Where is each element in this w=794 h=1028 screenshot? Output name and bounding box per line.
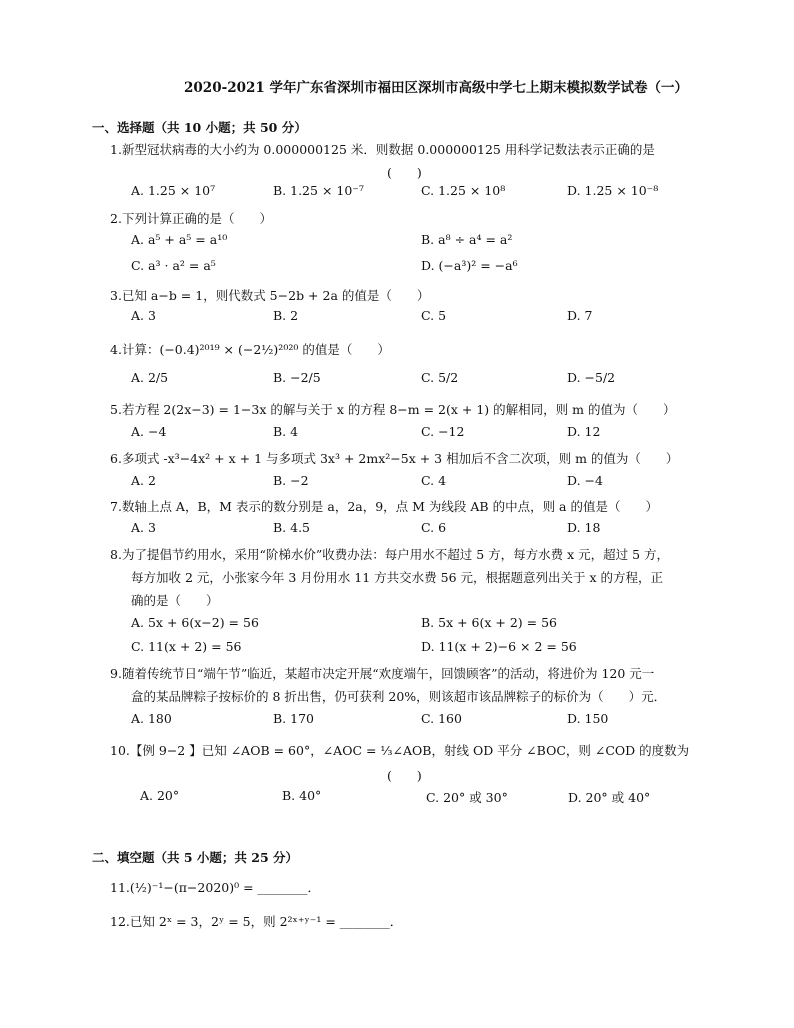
question-1 [110,140,710,160]
option-c[interactable]: C. 1.25 × 10⁸ [421,183,506,198]
question-text: 新型冠状病毒的大小约为 0.000000125 米．则数据 0.000000125 用科学记数法表示正确的是 [121,142,655,157]
option-a[interactable]: A. 3 [131,308,156,323]
option-d[interactable]: D. −5/2 [567,370,616,385]
question-number: 6. [110,451,122,466]
option-b[interactable]: B. 170 [273,711,314,726]
option-b[interactable]: B. 1.25 × 10⁻⁷ [273,183,364,198]
question-number: 2. [110,211,122,226]
question-8-line-3: 确的是（ ） [131,593,219,608]
option-b[interactable]: B. 4 [273,424,299,439]
option-c[interactable]: C. −12 [421,424,465,439]
question-7 [110,497,710,517]
option-c[interactable]: C. 6 [421,520,447,535]
question-number: 1. [110,142,122,157]
question-number: 4. [110,342,122,357]
option-b[interactable]: B. a⁸ ÷ a⁴ = a² [421,232,513,247]
question-text: 多项式 -x³−4x² + x + 1 与多项式 3x³ + 2mx²−5x + 3 相加后不含二次项，则 m 的值为（ ） [121,451,679,466]
question-text: 已知 2ˣ = 3，2ʸ = 5，则 2²ˣ⁺ʸ⁻¹ = ________． [129,914,403,929]
question-number: 12. [110,914,130,929]
question-text: 已知 a−b = 1，则代数式 5−2b + 2a 的值是（ ） [121,288,430,303]
question-3 [110,286,710,306]
option-a[interactable]: A. 180 [131,711,172,726]
option-b[interactable]: B. −2 [273,473,309,488]
option-a[interactable]: A. a⁵ + a⁵ = a¹⁰ [131,232,228,247]
option-a[interactable]: A. 2 [131,473,156,488]
option-a[interactable]: A. 20° [140,788,180,803]
question-4 [110,340,710,360]
question-text: 若方程 2(2x−3) = 1−3x 的解与关于 x 的方程 8−m = 2(x + 1) 的解相同，则 m 的值为（ ） [121,402,676,417]
option-d[interactable]: D. 18 [567,520,601,535]
question-2 [110,209,710,229]
question-number: 11. [110,880,130,895]
option-c[interactable]: C. 20° 或 30° [426,790,508,805]
question-text-line-1: 为了提倡节约用水，采用“阶梯水价”收费办法：每户用水不超过 5 方，每方水费 x 元，超过 5 方， [121,547,670,562]
option-a[interactable]: A. −4 [131,424,167,439]
question-text: 下列计算正确的是（ ） [121,211,272,226]
question-number: 5. [110,402,122,417]
question-12 [110,912,710,932]
page-title: 2020-2021 学年广东省深圳市福田区深圳市高级中学七上期末模拟数学试卷（一） [184,80,688,96]
option-d[interactable]: D. 12 [567,424,601,439]
question-text: 数轴上点 A，B，M 表示的数分别是 a，2a，9，点 M 为线段 AB 的中点，则 a 的值是（ ） [121,499,658,514]
option-c[interactable]: C. 4 [421,473,447,488]
option-d[interactable]: D. (−a³)² = −a⁶ [421,258,518,273]
question-text: 【例 9−2 】已知 ∠AOB = 60°，∠AOC = ⅓∠AOB，射线 OD 平分 ∠BOC，则 ∠COD 的度数为 [129,743,690,758]
answer-paren: ( ) [387,768,422,783]
option-a[interactable]: A. 1.25 × 10⁷ [131,183,216,198]
option-d[interactable]: D. 150 [567,711,609,726]
question-9-line-2: 盒的某品牌粽子按标价的 8 折出售，仍可获利 20%，则该超市该品牌粽子的标价为（ ）元． [131,689,667,704]
options-q8-row1 [131,615,731,635]
question-number: 8. [110,547,122,562]
option-a[interactable]: A. 5x + 6(x−2) = 56 [131,615,259,630]
question-text-line-1: 随着传统节日“端午节”临近，某超市决定开展“欢度端午，回馈顾客”的活动，将进价为 120 元一 [121,666,655,681]
option-d[interactable]: D. 11(x + 2)−6 × 2 = 56 [421,639,577,654]
option-c[interactable]: C. 5 [421,308,447,323]
option-b[interactable]: B. 5x + 6(x + 2) = 56 [421,615,558,630]
options-q8-row2 [131,639,731,659]
option-a[interactable]: A. 3 [131,520,156,535]
option-b[interactable]: B. 2 [273,308,299,323]
option-d[interactable]: D. 20° 或 40° [568,790,651,805]
option-b[interactable]: B. 4.5 [273,520,311,535]
question-number: 3. [110,288,122,303]
section-fill-heading: 二、填空题（共 5 小题；共 25 分） [92,850,299,865]
option-d[interactable]: D. 1.25 × 10⁻⁸ [567,183,659,198]
options-q7 [131,520,731,540]
option-b[interactable]: B. −2/5 [273,370,321,385]
question-10 [110,741,710,761]
options-q1 [131,183,731,203]
option-d[interactable]: D. −4 [567,473,603,488]
options-q4 [131,370,731,390]
answer-paren: ( ) [387,165,422,180]
question-number: 10. [110,743,130,758]
question-number: 7. [110,499,122,514]
option-c[interactable]: C. 11(x + 2) = 56 [131,639,242,654]
option-c[interactable]: C. 5/2 [421,370,459,385]
options-q9 [131,711,731,731]
question-8 [110,545,710,565]
option-b[interactable]: B. 40° [282,788,322,803]
options-q2-row1 [131,232,731,252]
question-9 [110,664,710,684]
option-c[interactable]: C. a³ · a² = a⁵ [131,258,216,273]
question-6 [110,449,710,469]
question-number: 9. [110,666,122,681]
question-text: (½)⁻¹−(π−2020)⁰ = ________． [129,880,321,895]
option-c[interactable]: C. 160 [421,711,462,726]
option-d[interactable]: D. 7 [567,308,593,323]
question-8-line-2: 每方加收 2 元，小张家今年 3 月份用水 11 方共交水费 56 元，根据题意列出关于 x 的方程，正 [131,570,664,585]
options-q5 [131,424,731,444]
option-a[interactable]: A. 2/5 [131,370,169,385]
options-q6 [131,473,731,493]
section-choice-heading: 一、选择题（共 10 小题；共 50 分） [92,120,307,135]
options-q10 [140,788,740,808]
question-5 [110,400,710,420]
options-q3 [131,308,731,328]
question-11 [110,878,710,898]
question-text: 计算：(−0.4)²⁰¹⁹ × (−2½)²⁰²⁰ 的值是（ ） [121,342,390,357]
options-q2-row2 [131,258,731,278]
